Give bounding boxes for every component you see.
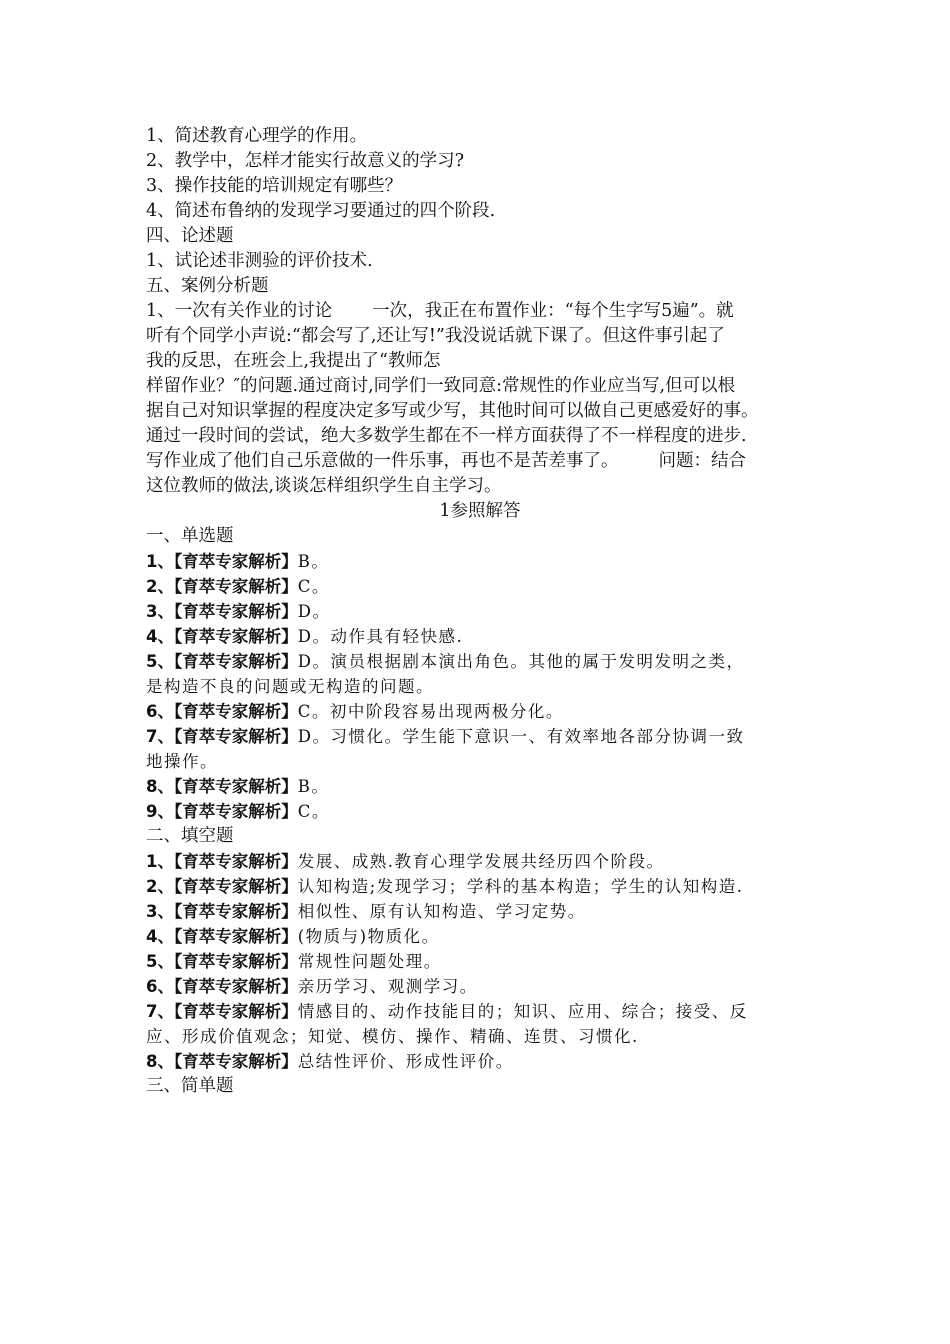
case-line: 据自己对知识掌握的程度决定多写或少写，其他时间可以做自己更感爱好的事。 — [146, 401, 759, 421]
case-text: 问题：结合 — [658, 451, 746, 471]
answer-item — [146, 949, 814, 974]
answer-item — [146, 849, 814, 874]
answer-tag: 【育萃专家解析】 — [173, 1052, 298, 1071]
answer-item — [146, 1049, 814, 1074]
section-heading: 三、简单题 — [146, 1076, 234, 1096]
answer-number: 5、 — [146, 952, 174, 971]
answer-text: D。 — [297, 602, 331, 621]
answer-number: 2、 — [146, 877, 174, 896]
answer-continuation: 是构造不良的问题或无构造的问题。 — [146, 677, 434, 696]
answer-number: 2、 — [146, 577, 174, 596]
answer-item — [146, 574, 814, 599]
answer-number: 8、 — [146, 777, 174, 796]
case-line: 我的反思，在班会上,我提出了“教师怎 — [146, 351, 441, 371]
answer-number: 6、 — [146, 702, 174, 721]
answer-tag: 【育萃专家解析】 — [173, 577, 298, 596]
answer-tag: 【育萃专家解析】 — [173, 777, 298, 796]
question-line: 4、简述布鲁纳的发现学习要通过的四个阶段. — [146, 201, 496, 221]
answer-text: C。 — [297, 802, 330, 821]
answer-tag: 【育萃专家解析】 — [173, 552, 298, 571]
answer-item — [146, 699, 814, 724]
answer-tag: 【育萃专家解析】 — [173, 802, 298, 821]
answer-item — [146, 799, 814, 824]
answer-text: 认知构造;发现学习；学科的基本构造；学生的认知构造. — [297, 877, 744, 896]
answer-item — [146, 924, 814, 949]
answer-item — [146, 599, 814, 624]
answer-text: 情感目的、动作技能目的；知识、应用、综合；接受、反 — [297, 1002, 748, 1021]
answer-tag: 【育萃专家解析】 — [173, 1002, 298, 1021]
answer-tag: 【育萃专家解析】 — [173, 652, 298, 671]
answer-text: C。初中阶段容易出现两极分化。 — [297, 702, 564, 721]
answer-text: 发展、成熟.教育心理学发展共经历四个阶段。 — [297, 852, 665, 871]
answer-item — [146, 724, 814, 749]
answer-text: D。动作具有轻快感. — [297, 627, 464, 646]
answer-number: 4、 — [146, 627, 174, 646]
answer-number: 3、 — [146, 902, 174, 921]
single-choice-answers — [146, 549, 814, 824]
answer-item — [146, 899, 814, 924]
question-line: 3、操作技能的培训规定有哪些？ — [146, 176, 403, 196]
answer-number: 6、 — [146, 977, 174, 996]
document-page — [146, 124, 814, 1099]
case-line — [146, 449, 814, 474]
section-heading: 一、单选题 — [146, 526, 234, 546]
answers-title: 1参照解答 — [439, 501, 521, 521]
answer-text: 总结性评价、形成性评价。 — [297, 1052, 514, 1071]
question-line: 2、教学中，怎样才能实行故意义的学习? — [146, 151, 465, 171]
case-text: 写作业成了他们自己乐意做的一件乐事，再也不是苦差事了。 — [146, 451, 619, 471]
answer-number: 3、 — [146, 602, 174, 621]
section-heading: 五、案例分析题 — [146, 276, 269, 296]
fill-blank-answers — [146, 849, 814, 1074]
case-text: 1、一次有关作业的讨论 — [146, 301, 333, 321]
answer-item — [146, 549, 814, 574]
answer-item — [146, 624, 814, 649]
question-line: 1、试论述非测验的评价技术. — [146, 251, 373, 271]
answer-tag: 【育萃专家解析】 — [173, 977, 298, 996]
answer-continuation: 应、形成价值观念；知觉、模仿、操作、精确、连贯、习惯化. — [146, 1027, 639, 1046]
answer-text: 常规性问题处理。 — [297, 952, 442, 971]
answer-text: (物质与)物质化。 — [297, 927, 440, 946]
answer-number: 1、 — [146, 852, 174, 871]
answer-tag: 【育萃专家解析】 — [173, 902, 298, 921]
answer-tag: 【育萃专家解析】 — [173, 852, 298, 871]
case-paragraph — [146, 299, 814, 499]
case-line: 这位教师的做法,谈谈怎样组织学生自主学习。 — [146, 476, 502, 496]
answer-tag: 【育萃专家解析】 — [173, 877, 298, 896]
answer-text: 亲历学习、观测学习。 — [297, 977, 478, 996]
answer-tag: 【育萃专家解析】 — [173, 627, 298, 646]
case-line: 听有个同学小声说:“都会写了,还让写!”我没说话就下课了。但这件事引起了 — [146, 326, 725, 346]
answer-tag: 【育萃专家解析】 — [173, 952, 298, 971]
answer-text: B。 — [297, 777, 330, 796]
question-line: 1、简述教育心理学的作用。 — [146, 126, 368, 146]
section-heading: 二、填空题 — [146, 826, 234, 846]
answer-text: C。 — [297, 577, 330, 596]
answer-item — [146, 874, 814, 899]
answer-item — [146, 649, 814, 674]
answer-tag: 【育萃专家解析】 — [173, 927, 298, 946]
answer-item — [146, 974, 814, 999]
answer-number: 9、 — [146, 802, 174, 821]
answer-item — [146, 774, 814, 799]
answer-item — [146, 999, 814, 1024]
answer-number: 1、 — [146, 552, 174, 571]
answer-number: 4、 — [146, 927, 174, 946]
answer-number: 8、 — [146, 1052, 174, 1071]
answer-number: 5、 — [146, 652, 174, 671]
answer-tag: 【育萃专家解析】 — [173, 702, 298, 721]
case-line — [146, 299, 814, 324]
case-line: 通过一段时间的尝试，绝大多数学生都在不一样方面获得了不一样程度的进步. — [146, 426, 747, 446]
case-line: 样留作业？″的问题.通过商讨,同学们一致同意:常规性的作业应当写,但可以根 — [146, 376, 736, 396]
answer-text: B。 — [297, 552, 330, 571]
case-text: 一次，我正在布置作业：“每个生字写5遍”。就 — [372, 301, 734, 321]
answer-text: D。习惯化。学生能下意识一、有效率地各部分协调一致 — [297, 727, 745, 746]
answer-text: D。演员根据剧本演出角色。其他的属于发明发明之类， — [297, 652, 745, 671]
answer-text: 相似性、原有认知构造、学习定势。 — [297, 902, 586, 921]
answer-continuation: 地操作。 — [146, 752, 218, 771]
answer-number: 7、 — [146, 1002, 174, 1021]
answer-tag: 【育萃专家解析】 — [173, 602, 298, 621]
answer-tag: 【育萃专家解析】 — [173, 727, 298, 746]
answer-number: 7、 — [146, 727, 174, 746]
section-heading: 四、论述题 — [146, 226, 234, 246]
